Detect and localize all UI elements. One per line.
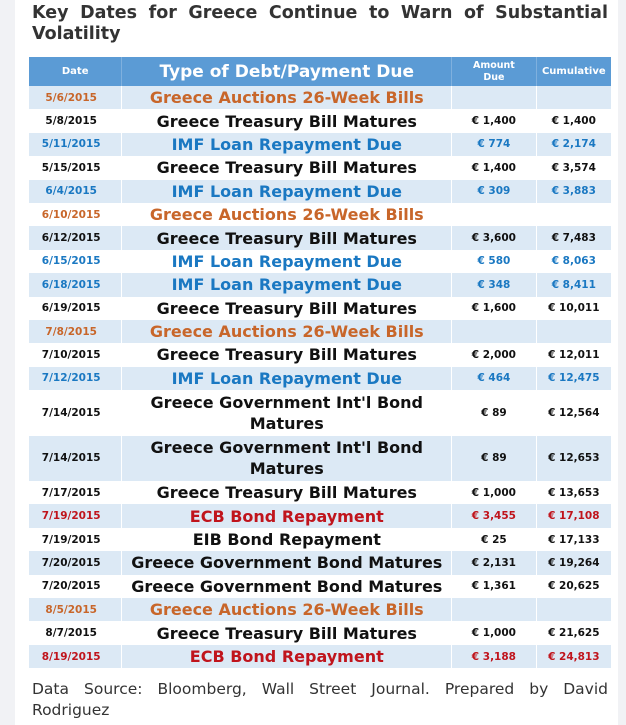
title-line-2: Volatility: [32, 24, 121, 44]
debt-type-cell: ECB Bond Repayment: [122, 504, 452, 527]
cumulative-cell: € 12,475: [536, 367, 611, 390]
cumulative-cell: € 13,653: [548, 486, 600, 499]
amount-due-cell: € 3,600: [452, 226, 536, 249]
date-cell: 6/15/2015: [29, 250, 122, 273]
date-cell: 7/8/2015: [29, 320, 122, 343]
debt-type-cell: IMF Loan Repayment Due: [122, 180, 452, 203]
debt-type-cell: Greece Treasury Bill Matures: [122, 481, 452, 504]
debt-type-cell: Greece Treasury Bill Matures: [122, 109, 452, 132]
table-row: [29, 645, 611, 668]
amount-due-cell: [452, 320, 536, 343]
amount-due-cell: € 2,131: [452, 551, 536, 574]
amount-due-cell: [452, 598, 536, 621]
table-row: [29, 390, 611, 436]
cumulative-cell: € 3,574: [551, 161, 596, 174]
header-amount-line-2: Due: [483, 71, 505, 83]
cumulative-cell: € 8,063: [551, 255, 596, 268]
debt-type-cell: Greece Government Int'l Bond Matures: [122, 436, 452, 482]
cumulative-cell: € 21,625: [548, 627, 600, 640]
debt-type-cell: Greece Auctions 26-Week Bills: [122, 203, 452, 226]
cumulative-cell: € 17,133: [548, 533, 600, 546]
date-cell: 6/4/2015: [29, 180, 122, 203]
source-line-2: Rodriguez: [32, 701, 110, 719]
header-amount: [452, 57, 536, 86]
table-row: [29, 203, 611, 226]
header-date: Date: [29, 57, 122, 86]
table-row: [29, 528, 611, 551]
table-row: [29, 343, 611, 366]
date-cell: 6/18/2015: [29, 273, 122, 296]
debt-type-cell: IMF Loan Repayment Due: [122, 367, 452, 390]
amount-due-cell: € 3,455: [452, 504, 536, 527]
cumulative-cell: € 3,883: [536, 180, 611, 203]
table-row: [29, 621, 611, 644]
cumulative-cell: € 24,813: [536, 645, 611, 668]
table-row: [29, 320, 611, 343]
table-row: [29, 481, 611, 504]
cumulative-cell: € 12,564: [548, 406, 600, 419]
date-cell: 7/20/2015: [29, 575, 122, 598]
amount-due-cell: € 89: [452, 436, 536, 482]
table-row: [29, 109, 611, 132]
right-margin-strip: [618, 0, 626, 725]
debt-type-cell: EIB Bond Repayment: [122, 528, 452, 551]
page-title: [32, 3, 608, 45]
cumulative-cell: € 10,011: [548, 302, 600, 315]
table-row: [29, 575, 611, 598]
amount-due-cell: € 3,188: [452, 645, 536, 668]
debt-type-cell: IMF Loan Repayment Due: [122, 133, 452, 156]
cumulative-cell: € 8,411: [536, 273, 611, 296]
debt-type-cell: Greece Government Int'l Bond Matures: [122, 390, 452, 436]
cumulative-cell: € 12,653: [536, 436, 611, 482]
amount-due-cell: € 1,400: [452, 109, 536, 132]
cumulative-cell: € 2,174: [536, 133, 611, 156]
table-row: [29, 436, 611, 482]
amount-due-cell: € 1,600: [452, 297, 536, 320]
debt-type-cell: Greece Treasury Bill Matures: [122, 621, 452, 644]
debt-type-cell: Greece Auctions 26-Week Bills: [122, 320, 452, 343]
amount-due-cell: € 309: [452, 180, 536, 203]
date-cell: 8/5/2015: [29, 598, 122, 621]
date-cell: 7/19/2015: [29, 528, 122, 551]
header-type: Type of Debt/Payment Due: [122, 57, 452, 86]
date-cell: 7/12/2015: [29, 367, 122, 390]
debt-type-cell: Greece Treasury Bill Matures: [122, 297, 452, 320]
date-cell: 7/10/2015: [29, 343, 122, 366]
date-cell: 8/7/2015: [29, 621, 122, 644]
debt-type-cell: Greece Auctions 26-Week Bills: [122, 86, 452, 109]
debt-type-cell: Greece Auctions 26-Week Bills: [122, 598, 452, 621]
amount-due-cell: € 464: [452, 367, 536, 390]
date-cell: 5/15/2015: [29, 156, 122, 179]
amount-due-cell: € 1,000: [452, 481, 536, 504]
date-cell: 5/8/2015: [29, 109, 122, 132]
header-cumulative: Cumulative: [536, 57, 611, 86]
amount-due-cell: € 348: [452, 273, 536, 296]
amount-due-cell: € 25: [452, 528, 536, 551]
date-cell: 7/14/2015: [29, 436, 122, 482]
source-line-1: Data Source: Bloomberg, Wall Street Journal. Prepared by David: [32, 680, 608, 698]
date-cell: 6/19/2015: [29, 297, 122, 320]
amount-due-cell: € 89: [452, 390, 536, 436]
cumulative-cell: € 17,108: [536, 504, 611, 527]
cumulative-cell: € 20,625: [548, 580, 600, 593]
table-row: [29, 180, 611, 203]
date-cell: 6/10/2015: [29, 203, 122, 226]
date-cell: 5/6/2015: [29, 86, 122, 109]
date-cell: 7/20/2015: [29, 551, 122, 574]
amount-due-cell: € 580: [452, 250, 536, 273]
table-row: [29, 504, 611, 527]
debt-type-cell: Greece Treasury Bill Matures: [122, 226, 452, 249]
amount-due-cell: [452, 203, 536, 226]
date-cell: 6/12/2015: [29, 226, 122, 249]
data-source-note: [32, 679, 608, 721]
cumulative-cell: € 12,011: [548, 348, 600, 361]
amount-due-cell: € 1,400: [452, 156, 536, 179]
table-row: [29, 226, 611, 249]
header-amount-line-1: Amount: [472, 59, 515, 71]
key-dates-table: [29, 57, 611, 668]
table-body: [29, 86, 611, 668]
cumulative-cell: [536, 86, 611, 109]
title-line-1: Key Dates for Greece Continue to Warn of Substantial: [32, 3, 608, 23]
cumulative-cell: [536, 320, 611, 343]
table-row: [29, 297, 611, 320]
cumulative-cell: [536, 203, 611, 226]
table-row: [29, 367, 611, 390]
debt-type-cell: Greece Treasury Bill Matures: [122, 156, 452, 179]
amount-due-cell: [452, 86, 536, 109]
table-row: [29, 273, 611, 296]
cumulative-cell: € 19,264: [536, 551, 611, 574]
amount-due-cell: € 1,000: [452, 621, 536, 644]
date-cell: 7/17/2015: [29, 481, 122, 504]
debt-type-cell: ECB Bond Repayment: [122, 645, 452, 668]
cumulative-cell: [536, 598, 611, 621]
table-row: [29, 133, 611, 156]
table-row: [29, 250, 611, 273]
debt-type-cell: IMF Loan Repayment Due: [122, 273, 452, 296]
amount-due-cell: € 2,000: [452, 343, 536, 366]
cumulative-cell: € 1,400: [551, 115, 596, 128]
table-row: [29, 156, 611, 179]
table-header-row: [29, 57, 611, 86]
left-margin-strip: [0, 0, 15, 725]
date-cell: 5/11/2015: [29, 133, 122, 156]
table-row: [29, 598, 611, 621]
table-row: [29, 86, 611, 109]
debt-type-cell: Greece Government Bond Matures: [122, 551, 452, 574]
date-cell: 8/19/2015: [29, 645, 122, 668]
debt-type-cell: IMF Loan Repayment Due: [122, 250, 452, 273]
date-cell: 7/14/2015: [29, 390, 122, 436]
amount-due-cell: € 774: [452, 133, 536, 156]
amount-due-cell: € 1,361: [452, 575, 536, 598]
cumulative-cell: € 7,483: [536, 226, 611, 249]
table-row: [29, 551, 611, 574]
date-cell: 7/19/2015: [29, 504, 122, 527]
debt-type-cell: Greece Treasury Bill Matures: [122, 343, 452, 366]
debt-type-cell: Greece Government Bond Matures: [122, 575, 452, 598]
